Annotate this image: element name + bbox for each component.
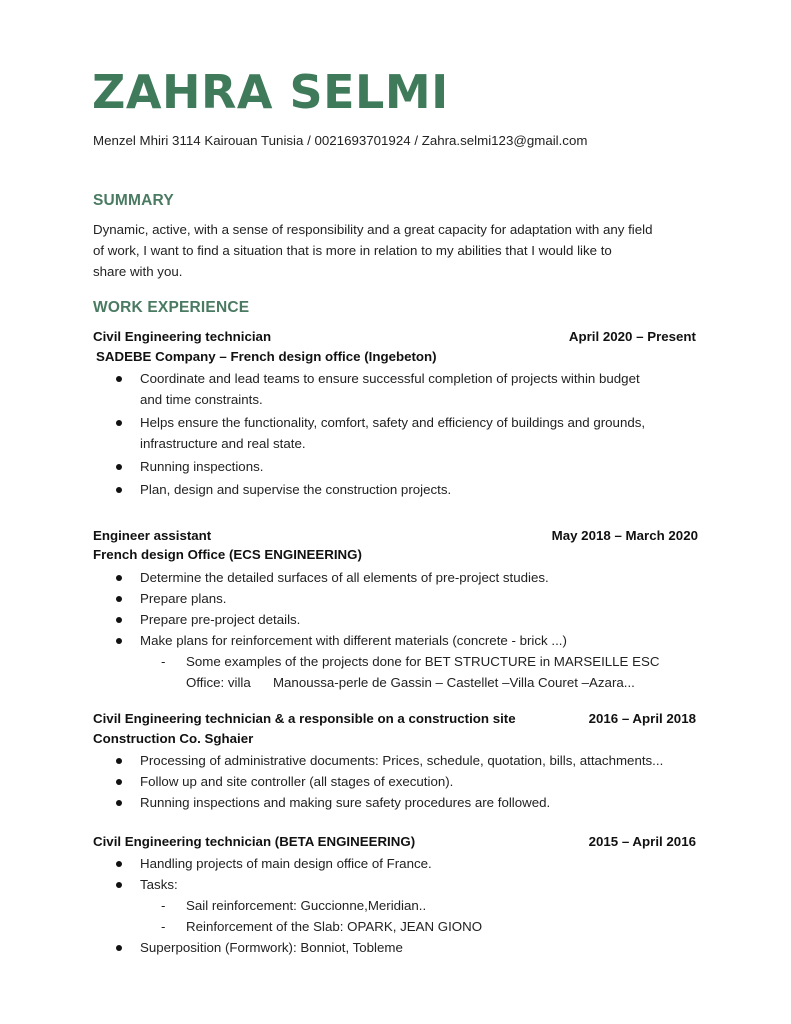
summary-line: of work, I want to find a situation that is more in relation to my abilities that I would like to	[93, 243, 612, 258]
list-item: Handling projects of main design office of France.	[116, 853, 701, 874]
sub-list-item: Reinforcement of the Slab: OPARK, JEAN GIONO	[186, 919, 483, 934]
job-date: May 2018 – March 2020	[551, 528, 698, 543]
job-company: French design Office (ECS ENGINEERING)	[93, 547, 362, 562]
sub-list-item: Office: villa Manoussa-perle de Gassin – Castellet –Villa Couret –Azara...	[186, 675, 635, 690]
list-item: Running inspections.	[116, 456, 701, 477]
bullet-icon	[116, 945, 122, 951]
job-bullet-list	[116, 937, 701, 960]
job-title: Civil Engineering technician	[93, 329, 272, 344]
list-item: Running inspections and making sure safety procedures are followed.	[116, 792, 701, 813]
list-item: Determine the detailed surfaces of all elements of pre-project studies.	[116, 567, 701, 588]
job-bullet-list	[116, 567, 701, 651]
bullet-icon	[116, 464, 122, 470]
job-bullet-list	[116, 853, 701, 895]
list-item: Make plans for reinforcement with different materials (concrete - brick ...)	[116, 630, 701, 651]
dash-icon: -	[161, 654, 166, 669]
job-company: SADEBE Company – French design office (Ingebeton)	[96, 349, 437, 364]
bullet-icon	[116, 779, 122, 785]
list-item: Processing of administrative documents: Prices, schedule, quotation, bills, attachments...	[116, 750, 701, 771]
summary-line: Dynamic, active, with a sense of responsibility and a great capacity for adaptation with any field	[93, 222, 653, 237]
list-item: and time constraints.	[140, 392, 263, 407]
job-company: Construction Co. Sghaier	[93, 731, 254, 746]
summary-heading: SUMMARY	[93, 192, 174, 209]
bullet-icon	[116, 882, 122, 888]
bullet-icon	[116, 596, 122, 602]
summary-line: share with you.	[93, 264, 183, 279]
list-item: Plan, design and supervise the construction projects.	[116, 479, 701, 500]
job-date: 2015 – April 2016	[588, 834, 696, 849]
job-title: Civil Engineering technician (BETA ENGINEERING)	[93, 834, 416, 849]
dash-icon: -	[161, 919, 166, 934]
bullet-icon	[116, 376, 122, 382]
list-item: infrastructure and real state.	[140, 436, 306, 451]
list-item: Superposition (Formwork): Bonniot, Tobleme	[116, 937, 701, 958]
bullet-icon	[116, 861, 122, 867]
dash-icon: -	[161, 898, 166, 913]
bullet-icon	[116, 617, 122, 623]
job-title: Civil Engineering technician & a responsible on a construction site	[93, 711, 516, 726]
bullet-icon	[116, 638, 122, 644]
job-bullet-list	[116, 368, 701, 502]
bullet-icon	[116, 800, 122, 806]
list-item: Prepare pre-project details.	[116, 609, 701, 630]
job-date: April 2020 – Present	[568, 329, 696, 344]
sub-list-item: Some examples of the projects done for BET STRUCTURE in MARSEILLE ESC	[186, 654, 660, 669]
contact-info: Menzel Mhiri 3114 Kairouan Tunisia / 0021693701924 / Zahra.selmi123@gmail.com	[93, 133, 588, 148]
bullet-icon	[116, 487, 122, 493]
list-item: Prepare plans.	[116, 588, 701, 609]
bullet-icon	[116, 575, 122, 581]
sub-list-item: Sail reinforcement: Guccionne,Meridian..	[186, 898, 427, 913]
job-bullet-list	[116, 750, 701, 813]
list-item: Tasks:	[116, 874, 701, 895]
summary-text	[93, 219, 703, 282]
bullet-icon	[116, 420, 122, 426]
list-item: Coordinate and lead teams to ensure successful completion of projects within budget	[116, 368, 701, 389]
list-item: Helps ensure the functionality, comfort, safety and efficiency of buildings and grounds,	[116, 412, 701, 433]
bullet-icon	[116, 758, 122, 764]
candidate-name: ZAHRA SELMI	[92, 65, 449, 119]
job-date: 2016 – April 2018	[588, 711, 696, 726]
work-experience-heading: WORK EXPERIENCE	[93, 299, 250, 316]
job-title: Engineer assistant	[93, 528, 212, 543]
list-item: Follow up and site controller (all stages of execution).	[116, 771, 701, 792]
